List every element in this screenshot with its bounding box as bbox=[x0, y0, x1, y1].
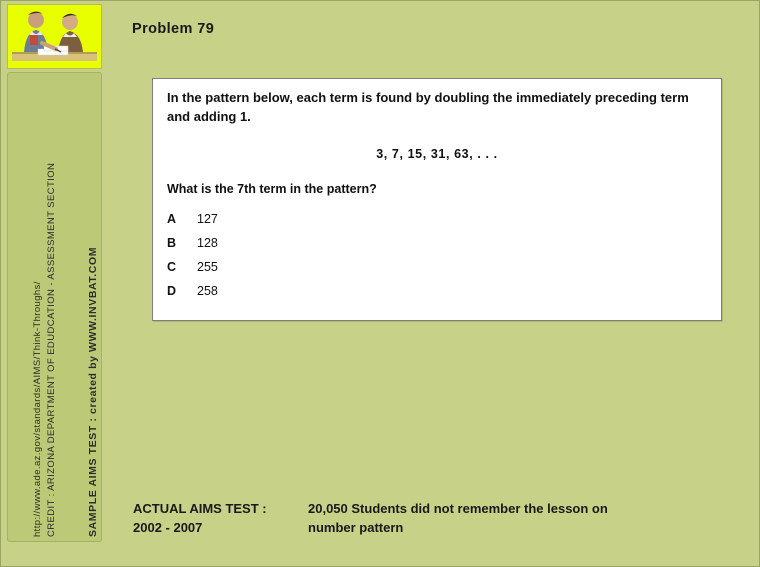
footer-row-2 bbox=[133, 519, 733, 538]
choice-a[interactable] bbox=[167, 212, 467, 236]
choice-letter: A bbox=[167, 212, 177, 226]
actual-test-stat-line2: number pattern bbox=[308, 519, 404, 535]
source-url-text: http://www.ade.az.gov/standards/AIMS/Think-Throughs/ bbox=[32, 281, 43, 537]
illustration-graphic bbox=[8, 5, 101, 68]
choice-letter: D bbox=[167, 284, 177, 298]
footer bbox=[133, 500, 733, 538]
credit-sidebar bbox=[7, 72, 102, 542]
choice-text: 258 bbox=[197, 284, 218, 298]
choice-c[interactable] bbox=[167, 260, 467, 284]
number-sequence: 3, 7, 15, 31, 63, . . . bbox=[376, 147, 498, 161]
choice-b[interactable] bbox=[167, 236, 467, 260]
footer-row-1 bbox=[133, 500, 733, 519]
choice-letter: B bbox=[167, 236, 177, 250]
sample-test-text: SAMPLE AIMS TEST : created by WWW.INVBAT.COM bbox=[87, 246, 99, 537]
choice-text: 127 bbox=[197, 212, 218, 226]
answer-choices bbox=[167, 212, 467, 308]
actual-test-stat-line1: 20,050 Students did not remember the lesson on bbox=[308, 501, 608, 516]
actual-test-years: 2002 - 2007 bbox=[133, 519, 203, 535]
actual-test-label: ACTUAL AIMS TEST : bbox=[133, 501, 267, 516]
question-stem: In the pattern below, each term is found by doubling the immediately preceding term and adding 1. bbox=[167, 90, 689, 124]
choice-text: 255 bbox=[197, 260, 218, 274]
question-card bbox=[152, 78, 722, 321]
students-studying-illustration bbox=[7, 4, 102, 69]
question-prompt: What is the 7th term in the pattern? bbox=[167, 182, 377, 196]
choice-text: 128 bbox=[197, 236, 218, 250]
choice-d[interactable] bbox=[167, 284, 467, 308]
credit-text: CREDIT : ARIZONA DEPARTMENT OF EDUDCATION - ASSESSMENT SECTION bbox=[46, 162, 57, 537]
choice-letter: C bbox=[167, 260, 177, 274]
page-title: Problem 79 bbox=[132, 21, 215, 37]
